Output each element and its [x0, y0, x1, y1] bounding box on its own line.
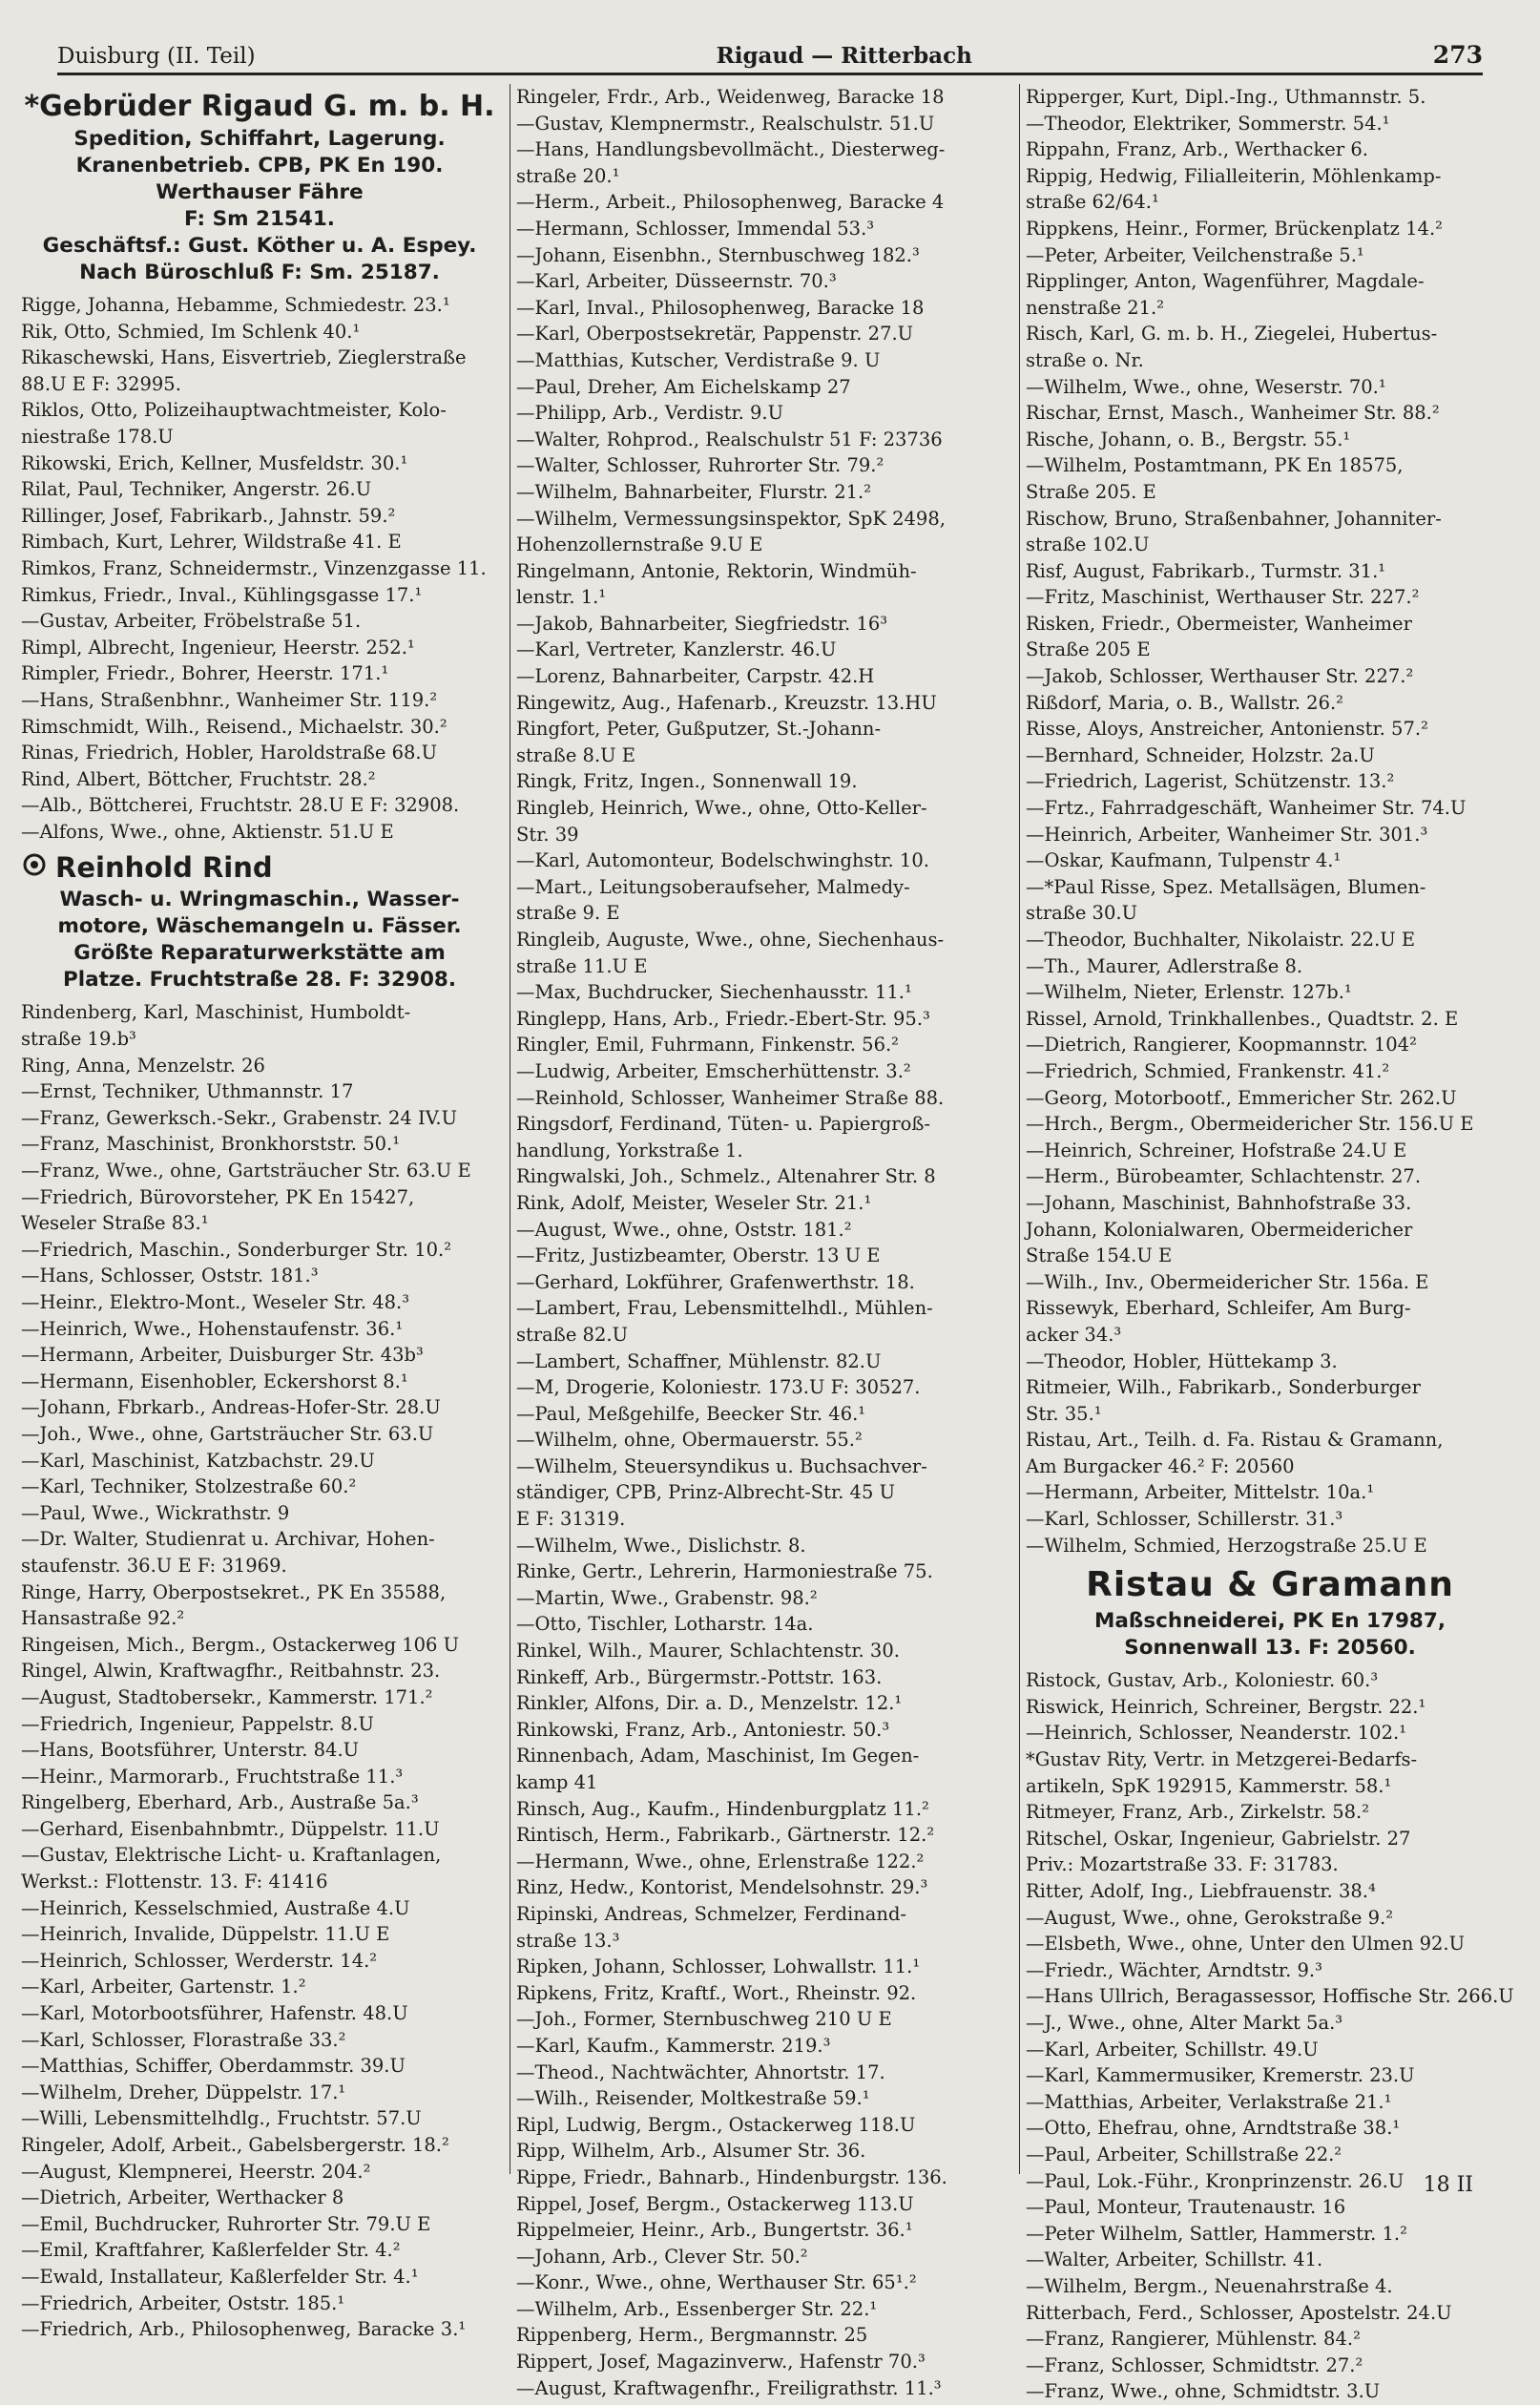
directory-entry: straße 9. E [516, 902, 620, 925]
directory-entry: —Hermann, Wwe., ohne, Erlenstraße 122.² [516, 1850, 925, 1872]
directory-entry: Ripl, Ludwig, Bergm., Ostackerweg 118.U [516, 2113, 916, 2136]
directory-entry: Rikaschewski, Hans, Eisvertrieb, Zieglerstraße [21, 346, 467, 369]
directory-entry: Hansastraße 92.² [21, 1607, 185, 1630]
directory-entry: —Franz, Rangierer, Mühlenstr. 84.² [1026, 2328, 1361, 2351]
directory-entry: Rimkos, Franz, Schneidermstr., Vinzenzgasse 11. [21, 556, 487, 579]
ad-ristau [1026, 1562, 1514, 1662]
directory-entry: —Lambert, Schaffner, Mühlenstr. 82.U [516, 1349, 882, 1372]
directory-entry: —Gustav, Elektrische Licht- u. Kraftanlagen, [21, 1844, 442, 1867]
directory-entry: —Karl, Arbeiter, Düsseernstr. 70.³ [516, 270, 837, 293]
directory-entry: lenstr. 1.¹ [516, 586, 607, 609]
directory-entry: —Walter, Arbeiter, Schillstr. 41. [1026, 2248, 1323, 2271]
directory-entry: Rippelmeier, Heinr., Arb., Bungertstr. 36.¹ [516, 2219, 913, 2242]
directory-entry: Ringeler, Frdr., Arb., Weidenweg, Baracke 18 [516, 86, 945, 108]
directory-entry: —Karl, Arbeiter, Schillstr. 49.U [1026, 2038, 1319, 2060]
footer-mark: 18 II [1423, 2173, 1473, 2197]
column-1 [21, 84, 498, 2341]
directory-entry: —Hans, Handlungsbevollmächt., Diesterweg- [516, 138, 946, 161]
ad-line: Sonnenwall 13. F: 20560. [1124, 1636, 1416, 1661]
directory-entry: —Max, Buchdrucker, Siechenhausstr. 11.¹ [516, 981, 912, 1004]
ad-line: Größte Reparaturwerkstätte am [73, 941, 446, 966]
directory-entry: —Wilhelm, Bergm., Neuenahrstraße 4. [1026, 2274, 1393, 2297]
directory-entry: Rindenberg, Karl, Maschinist, Humboldt- [21, 1001, 411, 1024]
directory-entry: —Konr., Wwe., ohne, Werthauser Str. 65¹.² [516, 2271, 917, 2294]
directory-entry: Ripperger, Kurt, Dipl.-Ing., Uthmannstr. 5. [1026, 86, 1426, 108]
directory-entry: —Hans, Straßenbhnr., Wanheimer Str. 119.² [21, 688, 438, 711]
directory-entry: —Joh., Former, Sternbuschweg 210 U E [516, 2008, 892, 2031]
ad-line: Spedition, Schiffahrt, Lagerung. [73, 127, 446, 151]
directory-entry: —Karl, Schlosser, Florastraße 33.² [21, 2028, 346, 2051]
directory-entry: Str. 35.¹ [1026, 1402, 1102, 1425]
directory-entry: Ripkens, Fritz, Kraftf., Wort., Rheinstr. 92. [516, 1981, 917, 2004]
directory-entry: —Friedrich, Arb., Philosophenweg, Baracke 3.¹ [21, 2318, 467, 2341]
directory-entry: Straße 205. E [1026, 480, 1156, 503]
directory-entry: Ring, Anna, Menzelstr. 26 [21, 1054, 265, 1077]
directory-entry: —Fritz, Maschinist, Werthauser Str. 227.² [1026, 586, 1420, 609]
page-number: 273 [1432, 41, 1483, 69]
directory-entry: straße 62/64.¹ [1026, 191, 1159, 214]
directory-entry: Johann, Kolonialwaren, Obermeidericher [1026, 1218, 1413, 1241]
directory-entry: *Gustav Rity, Vertr. in Metzgerei-Bedarfs- [1026, 1748, 1418, 1771]
directory-entry: —Wilh., Inv., Obermeidericher Str. 156a. E [1026, 1270, 1429, 1293]
directory-entry: Ritmeyer, Franz, Arb., Zirkelstr. 58.² [1026, 1801, 1370, 1824]
directory-entry: —Wilhelm, Arb., Essenberger Str. 22.¹ [516, 2297, 878, 2320]
directory-entry: —Gerhard, Eisenbahnbmtr., Düppelstr. 11.U [21, 1817, 440, 1840]
directory-entry: —Elsbeth, Wwe., ohne, Unter den Ulmen 92.U [1026, 1933, 1466, 1955]
directory-entry: Rippert, Josef, Magazinverw., Hafenstr 70.³ [516, 2351, 926, 2374]
entries-col3-a [1026, 84, 1514, 1558]
directory-entry: —Franz, Maschinist, Bronkhorststr. 50.¹ [21, 1133, 401, 1156]
directory-entry: —Wilhelm, ohne, Obermauerstr. 55.² [516, 1429, 863, 1452]
directory-entry: Rimschmidt, Wilh., Reisend., Michaelstr. 30.² [21, 715, 447, 738]
directory-entry: —Wilhelm, Schmied, Herzogstraße 25.U E [1026, 1534, 1427, 1557]
directory-entry: —Karl, Oberpostsekretär, Pappenstr. 27.U [516, 323, 914, 345]
directory-entry: —Karl, Vertreter, Kanzlerstr. 46.U [516, 638, 837, 661]
directory-entry: Rinz, Hedw., Kontorist, Mendelsohnstr. 29.³ [516, 1876, 928, 1899]
directory-entry: Ripken, Johann, Schlosser, Lohwallstr. 11.¹ [516, 1955, 921, 1978]
directory-entry: —Mart., Leitungsoberaufseher, Malmedy- [516, 875, 910, 898]
directory-entry: Ringleb, Heinrich, Wwe., ohne, Otto-Keller- [516, 797, 927, 820]
directory-entry: —Karl, Schlosser, Schillerstr. 31.³ [1026, 1508, 1343, 1531]
header-left: Duisburg (II. Teil) [57, 44, 256, 69]
directory-entry: Ritschel, Oskar, Ingenieur, Gabrielstr. 27 [1026, 1827, 1411, 1850]
ad-line: Platze. Fruchtstraße 28. F: 32908. [62, 968, 457, 993]
directory-entry: —Heinrich, Schlosser, Neanderstr. 102.¹ [1026, 1722, 1407, 1745]
directory-entry: —Herm., Arbeit., Philosophenweg, Baracke 4 [516, 191, 945, 214]
directory-entry: E F: 31319. [516, 1508, 626, 1531]
directory-entry: —August, Wwe., ohne, Oststr. 181.² [516, 1218, 852, 1241]
directory-entry: —Heinrich, Arbeiter, Wanheimer Str. 301.³ [1026, 823, 1428, 846]
directory-entry: Straße 205 E [1026, 638, 1151, 661]
directory-entry: —Lambert, Frau, Lebensmittelhdl., Mühlen- [516, 1297, 933, 1320]
directory-entry: —Friedrich, Bürovorsteher, PK En 15427, [21, 1185, 415, 1208]
reinhold-rind-logo-icon [21, 848, 48, 887]
directory-entry: —Otto, Ehefrau, ohne, Arndtstraße 38.¹ [1026, 2117, 1401, 2140]
directory-entry: —Ludwig, Arbeiter, Emscherhüttenstr. 3.² [516, 1059, 911, 1082]
directory-entry: —Gustav, Arbeiter, Fröbelstraße 51. [21, 610, 362, 633]
directory-entry: Rikowski, Erich, Kellner, Musfeldstr. 30.¹ [21, 451, 408, 474]
directory-entry: Riswick, Heinrich, Schreiner, Bergstr. 22.¹ [1026, 1695, 1426, 1718]
directory-entry: Ringel, Alwin, Kraftwagfhr., Reitbahnstr. 23. [21, 1660, 441, 1683]
directory-entry: —Karl, Arbeiter, Gartenstr. 1.² [21, 1976, 306, 1998]
directory-entry: straße 30.U [1026, 902, 1137, 925]
directory-entry: Ripinski, Andreas, Schmelzer, Ferdinand- [516, 1902, 907, 1925]
directory-entry: —Theodor, Hobler, Hüttekamp 3. [1026, 1349, 1338, 1372]
directory-entry: —Heinrich, Schreiner, Hofstraße 24.U E [1026, 1139, 1407, 1161]
directory-entry: —Peter, Arbeiter, Veilchenstraße 5.¹ [1026, 243, 1364, 266]
directory-entry: —Wilhelm, Dreher, Düppelstr. 17.¹ [21, 2081, 346, 2103]
directory-entry: —Wilhelm, Wwe., Dislichstr. 8. [516, 1534, 806, 1557]
directory-entry: —Jakob, Schlosser, Werthauser Str. 227.² [1026, 665, 1414, 688]
directory-entry: Ripp, Wilhelm, Arb., Alsumer Str. 36. [516, 2140, 866, 2163]
directory-entry: —Martin, Wwe., Grabenstr. 98.² [516, 1586, 818, 1609]
directory-entry: —Willi, Lebensmittelhdlg., Fruchtstr. 57.U [21, 2107, 422, 2130]
directory-entry: —August, Kraftwagenfhr., Freiligrathstr. 11.³ [516, 2376, 942, 2399]
directory-entry: Risse, Aloys, Anstreicher, Antonienstr. 57.² [1026, 718, 1428, 741]
ad-ristau-title: Ristau & Gramann [1086, 1565, 1454, 1605]
ad-rigaud-title: *Gebrüder Rigaud G. m. b. H. [24, 90, 495, 123]
directory-entry: Rimbach, Kurt, Lehrer, Wildstraße 41. E [21, 531, 402, 554]
directory-entry: —Johann, Eisenbhn., Sternbuschweg 182.³ [516, 243, 920, 266]
ad-rigaud-lines [21, 126, 498, 286]
directory-entry: —Emil, Kraftfahrer, Kaßlerfelder Str. 4.² [21, 2239, 401, 2262]
directory-entry: —Karl, Motorbootsführer, Hafenstr. 48.U [21, 2002, 408, 2025]
directory-entry: —Johann, Maschinist, Bahnhofstraße 33. [1026, 1191, 1412, 1214]
directory-entry: Rische, Johann, o. B., Bergstr. 55.¹ [1026, 428, 1351, 450]
directory-entry: 88.U E F: 32995. [21, 372, 181, 395]
directory-entry: Rippahn, Franz, Arb., Werthacker 6. [1026, 138, 1368, 161]
directory-entry: —Th., Maurer, Adlerstraße 8. [1026, 954, 1303, 977]
directory-entry: —August, Klempnerei, Heerstr. 204.² [21, 2160, 371, 2183]
directory-entry: straße 20.¹ [516, 164, 620, 187]
directory-entry: niestraße 178.U [21, 425, 174, 448]
directory-entry: —Ewald, Installateur, Kaßlerfelder Str. 4.¹ [21, 2265, 419, 2288]
directory-entry: —Wilh., Reisender, Moltkestraße 59.¹ [516, 2087, 870, 2110]
directory-entry: Ringelmann, Antonie, Rektorin, Windmüh- [516, 559, 917, 582]
directory-entry: straße 19.b³ [21, 1028, 136, 1051]
directory-entry: Ringk, Fritz, Ingen., Sonnenwall 19. [516, 770, 858, 793]
directory-entry: Ritterbach, Ferd., Schlosser, Apostelstr. 24.U [1026, 2301, 1452, 2324]
entries-col1-b [21, 999, 498, 2342]
directory-entry: kamp 41 [516, 1771, 598, 1793]
directory-entry: —Paul, Wwe., Wickrathstr. 9 [21, 1501, 290, 1524]
directory-entry: Risken, Friedr., Obermeister, Wanheimer [1026, 612, 1412, 635]
directory-entry: Rink, Adolf, Meister, Weseler Str. 21.¹ [516, 1191, 872, 1214]
directory-entry: Rind, Albert, Böttcher, Fruchtstr. 28.² [21, 767, 376, 790]
directory-entry: —Bernhard, Schneider, Holzstr. 2a.U [1026, 743, 1375, 766]
directory-entry: —Heinrich, Kesselschmied, Austraße 4.U [21, 1896, 410, 1919]
directory-entry: —Karl, Maschinist, Katzbachstr. 29.U [21, 1449, 375, 1472]
directory-entry: Rimpl, Albrecht, Ingenieur, Heerstr. 252.¹ [21, 636, 415, 659]
directory-entry: Priv.: Mozartstraße 33. F: 31783. [1026, 1853, 1339, 1876]
directory-entry: straße 13.³ [516, 1929, 620, 1952]
directory-entry: Ringeisen, Mich., Bergm., Ostackerweg 106 U [21, 1633, 460, 1656]
directory-entry: Rinkel, Wilh., Maurer, Schlachtenstr. 30. [516, 1640, 900, 1663]
directory-entry: —Wilhelm, Vermessungsinspektor, SpK 2498, [516, 507, 946, 530]
directory-entry: —Wilhelm, Wwe., ohne, Weserstr. 70.¹ [1026, 375, 1386, 398]
directory-entry: —Matthias, Schiffer, Oberdammstr. 39.U [21, 2055, 406, 2078]
directory-entry: —J., Wwe., ohne, Alter Markt 5a.³ [1026, 2011, 1343, 2034]
directory-entry: Rissewyk, Eberhard, Schleifer, Am Burg- [1026, 1297, 1411, 1320]
directory-entry: Rilat, Paul, Techniker, Angerstr. 26.U [21, 478, 372, 501]
directory-entry: Rik, Otto, Schmied, Im Schlenk 40.¹ [21, 320, 361, 343]
directory-entry: Ringlepp, Hans, Arb., Friedr.-Ebert-Str. 95.³ [516, 1007, 930, 1030]
directory-entry: —Franz, Wwe., ohne, Gartsträucher Str. 63.U E [21, 1160, 471, 1182]
directory-entry: —Theodor, Buchhalter, Nikolaistr. 22.U E [1026, 929, 1416, 951]
ad-line: F: Sm 21541. [184, 207, 335, 231]
directory-entry: Rippel, Josef, Bergm., Ostackerweg 113.U [516, 2192, 914, 2215]
directory-entry: —Karl, Inval., Philosophenweg, Baracke 18 [516, 296, 925, 319]
directory-entry: Rigge, Johanna, Hebamme, Schmiedestr. 23.¹ [21, 294, 450, 316]
directory-entry: —Hermann, Schlosser, Immendal 53.³ [516, 217, 875, 240]
directory-entry: —Johann, Fbrkarb., Andreas-Hofer-Str. 28.U [21, 1396, 441, 1419]
directory-entry: —Emil, Buchdrucker, Ruhrorter Str. 79.U E [21, 2212, 431, 2235]
directory-entry: —Joh., Wwe., ohne, Gartsträucher Str. 63.U [21, 1422, 434, 1445]
ad-line: Nach Büroschluß F: Sm. 25187. [79, 261, 440, 284]
directory-entry: —Karl, Kammermusiker, Kremerstr. 23.U [1026, 2064, 1415, 2087]
directory-entry: Ritter, Adolf, Ing., Liebfrauenstr. 38.⁴ [1026, 1880, 1376, 1902]
directory-entry: Rinkeff, Arb., Bürgermstr.-Pottstr. 163. [516, 1665, 883, 1688]
directory-entry: —Paul, Arbeiter, Schillstraße 22.² [1026, 2143, 1342, 2165]
directory-entry: Rinas, Friedrich, Hobler, Haroldstraße 68.U [21, 742, 438, 764]
directory-entry: Rissel, Arnold, Trinkhallenbes., Quadtstr. 2. E [1026, 1007, 1459, 1030]
directory-entry: —Hermann, Eisenhobler, Eckershorst 8.¹ [21, 1370, 408, 1392]
directory-entry: Rinkowski, Franz, Arb., Antoniestr. 50.³ [516, 1718, 890, 1741]
directory-entry: Am Burgacker 46.² F: 20560 [1026, 1454, 1295, 1477]
directory-entry: —Heinrich, Invalide, Düppelstr. 11.U E [21, 1923, 390, 1946]
directory-entry: Rippkens, Heinr., Former, Brückenplatz 14.² [1026, 217, 1443, 240]
directory-entry: —Heinrich, Schlosser, Werderstr. 14.² [21, 1949, 378, 1972]
directory-entry: —Reinhold, Schlosser, Wanheimer Straße 88. [516, 1086, 945, 1109]
directory-entry: Risch, Karl, G. m. b. H., Ziegelei, Hubertus- [1026, 323, 1438, 345]
ad-ristau-lines [1026, 1608, 1514, 1662]
ad-line: Wasch- u. Wringmaschin., Wasser- [59, 888, 460, 912]
directory-entry: —Hans, Schlosser, Oststr. 181.³ [21, 1265, 319, 1287]
directory-entry: —Franz, Schlosser, Schmidtstr. 27.² [1026, 2353, 1363, 2376]
directory-entry: —Lorenz, Bahnarbeiter, Carpstr. 42.H [516, 665, 875, 688]
directory-entry: —Walter, Schlosser, Ruhrorter Str. 79.² [516, 454, 884, 477]
directory-entry: Riklos, Otto, Polizeihauptwachtmeister, Kolo- [21, 399, 447, 422]
directory-entry: Ritmeier, Wilh., Fabrikarb., Sonderburger [1026, 1376, 1421, 1399]
ad-line: motore, Wäschemangeln u. Fässer. [57, 914, 462, 939]
directory-entry: —August, Stadtobersekr., Kammerstr. 171.² [21, 1685, 433, 1708]
directory-entry: —Wilhelm, Steuersyndikus u. Buchsachver- [516, 1454, 927, 1477]
directory-entry: —Oskar, Kaufmann, Tulpenstr 4.¹ [1026, 849, 1342, 872]
directory-entry: Rintisch, Herm., Fabrikarb., Gärtnerstr. 12.² [516, 1824, 935, 1847]
directory-entry: —Hans, Bootsführer, Unterstr. 84.U [21, 1739, 360, 1762]
directory-entry: —Friedrich, Ingenieur, Pappelstr. 8.U [21, 1712, 374, 1735]
directory-entry: Rillinger, Josef, Fabrikarb., Jahnstr. 59.² [21, 504, 396, 527]
directory-entry: —Friedr., Wächter, Arndtstr. 9.³ [1026, 1958, 1322, 1981]
directory-entry: Hohenzollernstraße 9.U E [516, 533, 763, 556]
directory-entry: ständiger, CPB, Prinz-Albrecht-Str. 45 U [516, 1481, 895, 1504]
directory-entry: —Theod., Nachtwächter, Ahnortstr. 17. [516, 2060, 885, 2083]
ad-rigaud [21, 88, 498, 286]
directory-entry: Ripplinger, Anton, Wagenführer, Magdale- [1026, 270, 1425, 293]
directory-entry: Risf, August, Fabrikarb., Turmstr. 31.¹ [1026, 559, 1386, 582]
directory-entry: Rippig, Hedwig, Filialleiterin, Möhlenkamp- [1026, 164, 1442, 187]
directory-entry: —Matthias, Arbeiter, Verlakstraße 21.¹ [1026, 2090, 1392, 2113]
directory-entry: Ristock, Gustav, Arb., Koloniestr. 60.³ [1026, 1669, 1379, 1692]
directory-entry: —Wilhelm, Bahnarbeiter, Flurstr. 21.² [516, 480, 872, 503]
directory-entry: nenstraße 21.² [1026, 296, 1165, 319]
directory-entry: Rischow, Bruno, Straßenbahner, Johanniter- [1026, 507, 1442, 530]
entries-col1-a [21, 292, 498, 845]
ad-line: Kranenbetrieb. CPB, PK En 190. [75, 154, 444, 178]
directory-entry: Ringelberg, Eberhard, Arb., Austraße 5a.³ [21, 1791, 419, 1814]
page-header [57, 36, 1483, 75]
directory-entry: —Friedrich, Lagerist, Schützenstr. 13.² [1026, 770, 1395, 793]
directory-entry: —Matthias, Kutscher, Verdistraße 9. U [516, 348, 881, 371]
directory-entry: handlung, Yorkstraße 1. [516, 1139, 743, 1161]
directory-entry: —Walter, Rohprod., Realschulstr 51 F: 23736 [516, 428, 943, 450]
directory-entry: —Dietrich, Arbeiter, Werthacker 8 [21, 2186, 344, 2209]
directory-entry: —Ernst, Techniker, Uthmannstr. 17 [21, 1080, 354, 1103]
directory-entry: straße 102.U [1026, 533, 1150, 556]
directory-entry: —Karl, Kaufm., Kammerstr. 219.³ [516, 2034, 831, 2057]
directory-entry: staufenstr. 36.U E F: 31969. [21, 1554, 287, 1577]
directory-entry: Ringfort, Peter, Gußputzer, St.-Johann- [516, 718, 882, 741]
directory-entry: Ringe, Harry, Oberpostsekret., PK En 35588, [21, 1580, 447, 1603]
directory-entry: Ringleib, Auguste, Wwe., ohne, Siechenhaus- [516, 929, 945, 951]
directory-entry: —Dietrich, Rangierer, Koopmannstr. 104² [1026, 1034, 1417, 1056]
directory-entry: —Gerhard, Lokführer, Grafenwerthstr. 18. [516, 1270, 915, 1293]
directory-entry: Rinnenbach, Adam, Maschinist, Im Gegen- [516, 1745, 920, 1767]
directory-entry: —Hans Ullrich, Beragassessor, Hoffische Str. 266.U [1026, 1985, 1514, 2008]
directory-entry: Ringsdorf, Ferdinand, Tüten- u. Papiergroß- [516, 1113, 930, 1136]
directory-entry: Ringewitz, Aug., Hafenarb., Kreuzstr. 13.HU [516, 691, 937, 714]
directory-entry: artikeln, SpK 192915, Kammerstr. 58.¹ [1026, 1774, 1392, 1797]
directory-entry: —Hermann, Arbeiter, Mittelstr. 10a.¹ [1026, 1481, 1375, 1504]
directory-entry: —Herm., Bürobeamter, Schlachtenstr. 27. [1026, 1165, 1422, 1188]
ad-line: Maßschneiderei, PK En 17987, [1094, 1609, 1446, 1634]
directory-entry: Werkst.: Flottenstr. 13. F: 41416 [21, 1871, 328, 1893]
directory-entry: —M, Drogerie, Koloniestr. 173.U F: 30527. [516, 1376, 921, 1399]
entries-col2 [516, 84, 1016, 2401]
directory-entry: Rinsch, Aug., Kaufm., Hindenburgplatz 11.² [516, 1797, 929, 1820]
directory-entry: —Paul, Monteur, Trautenaustr. 16 [1026, 2196, 1346, 2219]
directory-entry: —Friedrich, Arbeiter, Oststr. 185.¹ [21, 2291, 345, 2314]
directory-entry: Rinkler, Alfons, Dir. a. D., Menzelstr. 12.¹ [516, 1692, 903, 1715]
directory-entry: Rimkus, Friedr., Inval., Kühlingsgasse 17.¹ [21, 583, 423, 606]
ad-rind-title: Reinhold Rind [55, 851, 273, 885]
directory-entry: —Friedrich, Schmied, Frankenstr. 41.² [1026, 1059, 1390, 1082]
directory-entry: —Johann, Arb., Clever Str. 50.² [516, 2245, 808, 2268]
ad-line: Werthauser Fähre [156, 180, 364, 204]
directory-entry: —Franz, Wwe., ohne, Schmidtstr. 3.U [1026, 2380, 1381, 2403]
ad-rind [21, 848, 498, 993]
directory-entry: Ringeler, Adolf, Arbeit., Gabelsbergerstr. 18.² [21, 2134, 449, 2156]
directory-entry: —Heinr., Marmorarb., Fruchtstraße 11.³ [21, 1765, 404, 1788]
directory-entry: —Paul, Dreher, Am Eichelskamp 27 [516, 375, 851, 398]
directory-entry: —Gustav, Klempnermstr., Realschulstr. 51.U [516, 112, 935, 135]
directory-entry: Straße 154.U E [1026, 1244, 1173, 1267]
directory-entry: Rippenberg, Herm., Bergmannstr. 25 [516, 2324, 868, 2347]
directory-entry: —Paul, Meßgehilfe, Beecker Str. 46.¹ [516, 1402, 866, 1425]
directory-entry: —Heinr., Elektro-Mont., Weseler Str. 48.³ [21, 1291, 410, 1313]
directory-entry: —Hermann, Arbeiter, Duisburger Str. 43b³ [21, 1344, 424, 1367]
directory-entry: —August, Wwe., ohne, Gerokstraße 9.² [1026, 1906, 1394, 1929]
directory-entry: acker 34.³ [1026, 1323, 1122, 1346]
directory-entry: Rinke, Gertr., Lehrerin, Harmoniestraße 75. [516, 1560, 933, 1583]
directory-entry: —Karl, Techniker, Stolzestraße 60.² [21, 1475, 357, 1498]
directory-entry: Weseler Straße 83.¹ [21, 1212, 209, 1235]
directory-entry: Str. 39 [516, 823, 579, 846]
directory-entry: straße 11.U E [516, 954, 648, 977]
directory-entry: Rimpler, Friedr., Bohrer, Heerstr. 171.¹ [21, 662, 389, 685]
directory-entry: —Heinrich, Wwe., Hohenstaufenstr. 36.¹ [21, 1317, 404, 1340]
directory-entry: —Wilhelm, Nieter, Erlenstr. 127b.¹ [1026, 981, 1352, 1004]
entries-col3-b [1026, 1667, 1514, 2405]
directory-entry: straße o. Nr. [1026, 348, 1144, 371]
directory-entry: —Alfons, Wwe., ohne, Aktienstr. 51.U E [21, 820, 394, 843]
directory-entry: Ringwalski, Joh., Schmelz., Altenahrer Str. 8 [516, 1165, 936, 1188]
directory-entry: —Otto, Tischler, Lotharstr. 14a. [516, 1613, 814, 1636]
ad-rind-lines [21, 887, 498, 993]
directory-entry: —Frtz., Fahrradgeschäft, Wanheimer Str. 74.U [1026, 797, 1467, 820]
directory-entry: —Jakob, Bahnarbeiter, Siegfriedstr. 16³ [516, 612, 888, 635]
column-2 [510, 84, 1016, 2399]
directory-entry: —Philipp, Arb., Verdistr. 9.U [516, 402, 784, 425]
directory-entry: Rippe, Friedr., Bahnarb., Hindenburgstr. 136. [516, 2165, 947, 2188]
directory-entry: Rischar, Ernst, Masch., Wanheimer Str. 88.² [1026, 402, 1440, 425]
ad-line: Geschäftsf.: Gust. Köther u. A. Espey. [42, 234, 477, 258]
directory-entry: Ringler, Emil, Fuhrmann, Finkenstr. 56.² [516, 1034, 899, 1056]
directory-entry: —Alb., Böttcherei, Fruchtstr. 28.U E F: 32908. [21, 794, 460, 817]
directory-entry: —Karl, Automonteur, Bodelschwinghstr. 10. [516, 849, 929, 872]
directory-entry: —Georg, Motorbootf., Emmericher Str. 262.U [1026, 1086, 1457, 1109]
directory-entry: —Peter Wilhelm, Sattler, Hammerstr. 1.² [1026, 2222, 1407, 2245]
directory-entry: —Friedrich, Maschin., Sonderburger Str. 10.² [21, 1238, 452, 1261]
directory-entry: —Paul, Lok.-Führ., Kronprinzenstr. 26.U [1026, 2169, 1405, 2192]
directory-entry: Ristau, Art., Teilh. d. Fa. Ristau & Gramann, [1026, 1429, 1444, 1452]
directory-entry: —*Paul Risse, Spez. Metallsägen, Blumen- [1026, 875, 1426, 898]
directory-entry: straße 82.U [516, 1323, 628, 1346]
directory-entry: Rißdorf, Maria, o. B., Wallstr. 26.² [1026, 691, 1343, 714]
directory-entry: —Theodor, Elektriker, Sommerstr. 54.¹ [1026, 112, 1390, 135]
directory-entry: —Wilhelm, Postamtmann, PK En 18575, [1026, 454, 1404, 477]
header-center: Rigaud — Ritterbach [716, 43, 972, 69]
directory-entry: —Franz, Gewerksch.-Sekr., Grabenstr. 24 IV.U [21, 1106, 458, 1129]
directory-entry: straße 8.U E [516, 743, 636, 766]
directory-entry: —Hrch., Bergm., Obermeidericher Str. 156.U E [1026, 1113, 1474, 1136]
directory-entry: —Dr. Walter, Studienrat u. Archivar, Hohen- [21, 1528, 435, 1551]
directory-entry: —Fritz, Justizbeamter, Oberstr. 13 U E [516, 1244, 881, 1267]
